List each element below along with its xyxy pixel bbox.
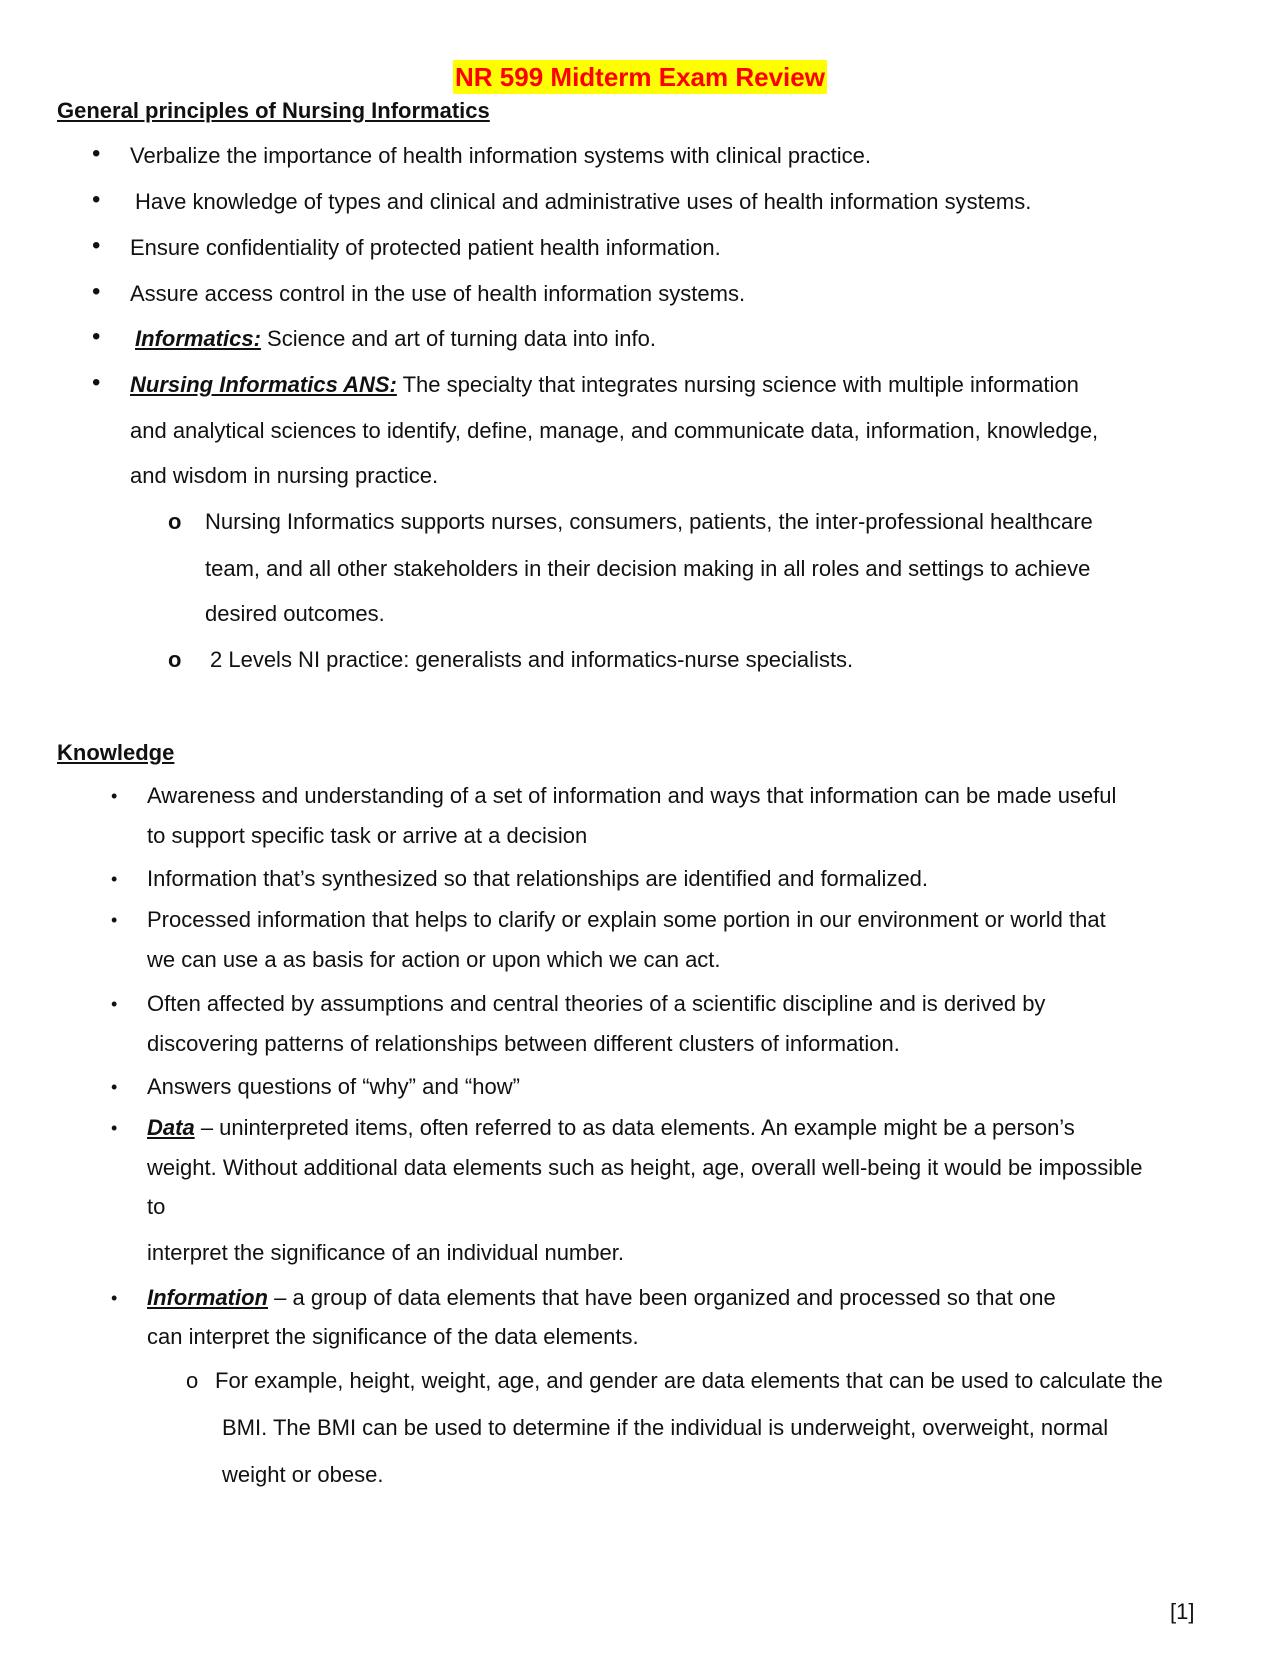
list-item-line: we can use a as basis for action or upon which we can act. <box>147 947 721 972</box>
definition-line: and wisdom in nursing practice. <box>130 463 439 488</box>
bullet-icon: • <box>111 994 118 1014</box>
bullet-icon: • <box>111 1077 118 1097</box>
list-item: Have knowledge of types and clinical and administrative uses of health information systems. <box>135 189 1032 214</box>
definition-line: The specialty that integrates nursing science with multiple information <box>402 372 1079 397</box>
bullet-icon: • <box>92 232 101 259</box>
definition-line: to <box>147 1194 166 1219</box>
definition-line: – a group of data elements that have been organized and processed so that one <box>274 1285 1056 1310</box>
sub-bullet-icon: o <box>186 1368 199 1393</box>
sub-item-line: BMI. The BMI can be used to determine if the individual is underweight, overweight, normal <box>222 1415 1109 1440</box>
term-nursing-informatics: Nursing Informatics ANS: <box>130 372 397 397</box>
sub-item-line: weight or obese. <box>222 1462 384 1487</box>
definition-line: and analytical sciences to identify, define, manage, and communicate data, information, knowledge, <box>130 418 1099 443</box>
definition-line: weight. Without additional data elements such as height, age, overall well-being it would be impossible <box>147 1155 1143 1180</box>
title-container <box>0 60 1280 94</box>
bullet-icon: • <box>92 186 101 213</box>
term-data: Data <box>147 1115 195 1140</box>
definition-line: – uninterpreted items, often referred to as data elements. An example might be a person’s <box>200 1115 1075 1140</box>
sub-item-line: desired outcomes. <box>205 601 385 626</box>
definition-informatics: Science and art of turning data into info. <box>267 326 656 351</box>
list-item: Ensure confidentiality of protected patient health information. <box>130 235 721 260</box>
section-heading-principles: General principles of Nursing Informatics <box>57 98 490 123</box>
section-heading-knowledge: Knowledge <box>57 740 175 765</box>
list-item-nursing-informatics <box>130 371 1079 399</box>
page-title: NR 599 Midterm Exam Review <box>455 62 825 92</box>
list-item-informatics <box>135 325 656 353</box>
bullet-icon: • <box>111 1118 118 1138</box>
sub-bullet-icon: o <box>168 509 182 534</box>
page-number: [1] <box>1170 1599 1195 1624</box>
bullet-icon: • <box>92 278 101 305</box>
bullet-icon: • <box>111 786 118 806</box>
list-item: Verbalize the importance of health information systems with clinical practice. <box>130 143 872 168</box>
list-item-line: Information that’s synthesized so that relationships are identified and formalized. <box>147 866 929 891</box>
sub-item-line: 2 Levels NI practice: generalists and informatics-nurse specialists. <box>210 647 854 672</box>
list-item-line: Answers questions of “why” and “how” <box>147 1074 520 1099</box>
definition-line: can interpret the significance of the data elements. <box>147 1324 639 1349</box>
list-item-line: Awareness and understanding of a set of information and ways that information can be made useful <box>147 783 1117 808</box>
bullet-icon: • <box>111 1288 118 1308</box>
list-item-line: to support specific task or arrive at a decision <box>147 823 588 848</box>
definition-line: interpret the significance of an individual number. <box>147 1240 624 1265</box>
list-item: Assure access control in the use of health information systems. <box>130 281 746 306</box>
bullet-icon: • <box>92 369 101 396</box>
sub-item-line: team, and all other stakeholders in their decision making in all roles and settings to achieve <box>205 556 1091 581</box>
sub-item-line: Nursing Informatics supports nurses, consumers, patients, the inter-professional healthcare <box>205 509 1093 534</box>
term-informatics: Informatics: <box>135 326 261 351</box>
list-item-data <box>147 1114 1075 1142</box>
bullet-icon: • <box>111 869 118 889</box>
bullet-icon: • <box>92 323 101 350</box>
list-item-information <box>147 1284 1056 1312</box>
list-item-line: Often affected by assumptions and central theories of a scientific discipline and is derived by <box>147 991 1046 1016</box>
sub-item-line: For example, height, weight, age, and gender are data elements that can be used to calculate the <box>215 1368 1163 1393</box>
bullet-icon: • <box>111 910 118 930</box>
bullet-icon: • <box>92 140 101 167</box>
sub-bullet-icon: o <box>168 647 182 672</box>
list-item-line: discovering patterns of relationships between different clusters of information. <box>147 1031 900 1056</box>
term-information: Information <box>147 1285 268 1310</box>
list-item-line: Processed information that helps to clarify or explain some portion in our environment or world that <box>147 907 1106 932</box>
